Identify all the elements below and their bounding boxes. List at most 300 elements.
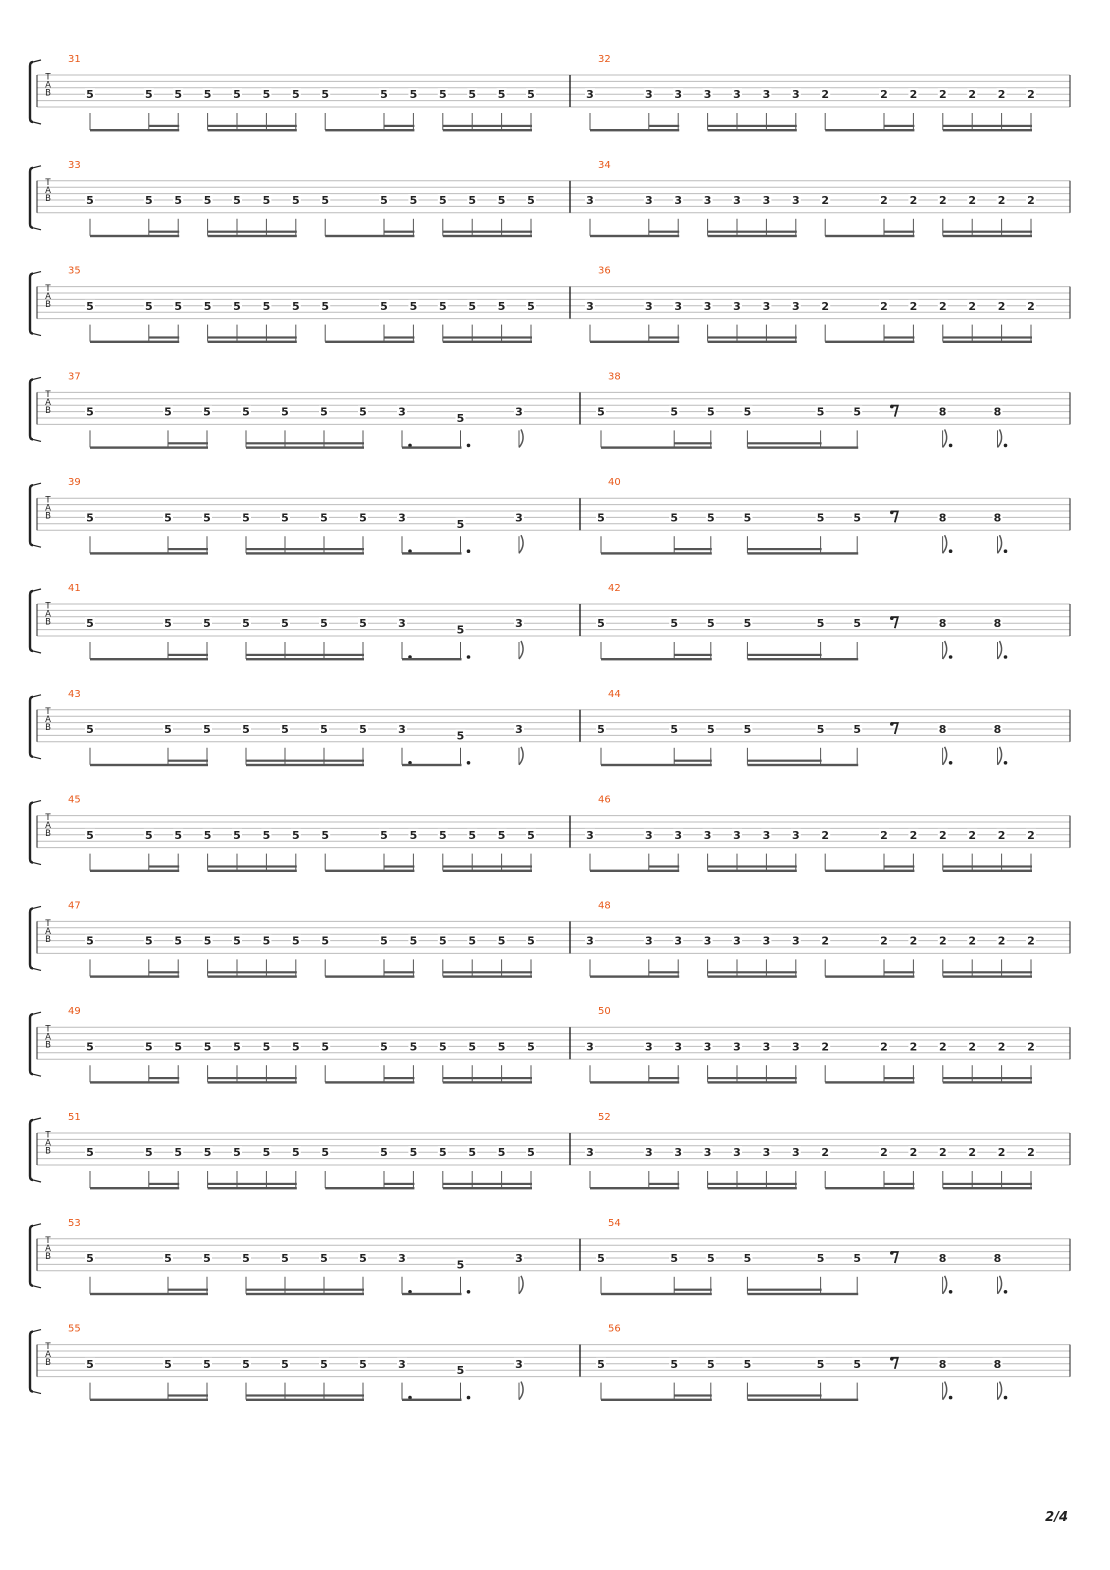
secondary-beam <box>884 1183 914 1185</box>
fret-number: 3 <box>674 194 683 207</box>
bracket-hook <box>33 228 41 230</box>
tab-clef-letter: A <box>45 1350 51 1360</box>
fret-number: 5 <box>409 194 418 207</box>
measure <box>68 160 536 237</box>
note-flag <box>998 1276 1002 1294</box>
tab-clef-letter: T <box>45 1342 51 1352</box>
fret-number: 5 <box>320 1252 328 1265</box>
fret-number: 5 <box>144 828 153 842</box>
secondary-beam <box>708 1077 797 1079</box>
tab-clef-letter: T <box>45 707 51 718</box>
secondary-beam <box>884 1077 914 1079</box>
fret-number: 5 <box>233 194 241 207</box>
beam <box>590 1187 679 1189</box>
bracket-hook <box>33 122 41 124</box>
tab-clef-letter: T <box>45 72 51 83</box>
secondary-beam <box>208 971 297 973</box>
fret-number: 5 <box>320 405 328 419</box>
fret-number: 3 <box>515 617 523 631</box>
fret-number: 5 <box>144 934 153 948</box>
fret-number: 5 <box>438 194 447 207</box>
bracket-hook <box>33 60 41 62</box>
secondary-beam <box>674 760 712 762</box>
beam <box>943 870 1032 872</box>
secondary-beam <box>168 1289 208 1291</box>
note-flag <box>943 1276 947 1294</box>
fret-number: 3 <box>762 934 771 948</box>
measure-number: 39 <box>68 477 81 489</box>
secondary-beam <box>884 125 914 127</box>
beam <box>325 870 414 872</box>
rest-dot <box>890 722 894 726</box>
fret-number: 5 <box>281 511 289 525</box>
bracket-hook <box>33 695 41 697</box>
secondary-beam <box>208 865 297 867</box>
measure <box>68 583 524 660</box>
fret-number: 8 <box>993 511 1002 525</box>
fret-number: 3 <box>586 934 594 948</box>
beam <box>90 1399 208 1401</box>
beam <box>443 975 532 977</box>
fret-number: 2 <box>968 828 977 842</box>
beam <box>747 1399 858 1401</box>
beam <box>443 1187 532 1189</box>
fret-number: 5 <box>203 405 211 419</box>
fret-number: 5 <box>527 299 535 313</box>
fret-number: 3 <box>791 299 800 313</box>
fret-number: 5 <box>86 828 94 842</box>
fret-number: 3 <box>674 828 683 842</box>
fret-number: 5 <box>203 88 212 102</box>
measure-number: 46 <box>598 794 611 806</box>
tab-system <box>30 689 1070 766</box>
measure-number: 31 <box>68 54 81 65</box>
secondary-beam <box>168 654 208 656</box>
fret-number: 5 <box>281 405 289 419</box>
fret-number: 3 <box>733 299 741 313</box>
secondary-beam <box>149 865 179 867</box>
rhythm-dot <box>467 1290 471 1294</box>
fret-number: 5 <box>706 723 715 736</box>
fret-number: 5 <box>497 88 506 102</box>
beam <box>325 1187 414 1189</box>
fret-number: 2 <box>938 1040 947 1054</box>
rhythm-dot <box>467 444 471 448</box>
beam <box>90 129 179 131</box>
tab-clef-letter: T <box>45 1024 51 1035</box>
system-bracket <box>30 908 33 968</box>
tab-clef-letter: B <box>45 1358 51 1368</box>
beam <box>708 975 797 977</box>
note-flag <box>519 747 523 765</box>
secondary-beam <box>384 125 414 127</box>
fret-number: 3 <box>703 1040 712 1054</box>
beam <box>747 1293 858 1295</box>
secondary-beam <box>747 1394 821 1396</box>
fret-number: 5 <box>174 1040 183 1054</box>
bracket-hook <box>33 968 41 970</box>
fret-number: 5 <box>380 1146 388 1160</box>
fret-number: 5 <box>743 617 752 631</box>
note-flag <box>943 1382 947 1400</box>
fret-number: 3 <box>762 194 771 207</box>
rhythm-dot <box>467 761 471 765</box>
bracket-hook <box>33 545 41 547</box>
fret-number: 2 <box>997 1146 1006 1160</box>
fret-number: 5 <box>203 1040 212 1054</box>
page-number: 2/4 <box>1045 1510 1068 1525</box>
note-flag <box>943 641 947 659</box>
tab-system <box>30 1324 1070 1401</box>
tab-clef-letter: T <box>45 1130 51 1141</box>
fret-number: 3 <box>733 194 741 207</box>
fret-number: 5 <box>233 299 241 313</box>
note-flag <box>519 1382 523 1400</box>
fret-number: 5 <box>86 723 94 736</box>
fret-number: 5 <box>320 1357 328 1371</box>
system-bracket <box>30 591 33 651</box>
fret-number: 3 <box>674 1146 683 1160</box>
fret-number: 5 <box>597 1357 605 1371</box>
fret-number: 5 <box>816 405 825 419</box>
fret-number: 2 <box>1027 88 1035 102</box>
fret-number: 5 <box>203 617 211 631</box>
secondary-beam <box>384 971 414 973</box>
fret-number: 5 <box>380 1040 388 1054</box>
fret-number: 5 <box>359 617 367 631</box>
measure-number: 53 <box>68 1217 81 1229</box>
rest-dot <box>890 1357 894 1361</box>
fret-number: 5 <box>409 828 418 842</box>
fret-number: 5 <box>380 194 388 207</box>
measure-number: 37 <box>68 371 81 383</box>
fret-number: 5 <box>203 723 211 736</box>
fret-number: 5 <box>321 194 330 207</box>
beam <box>246 1293 364 1295</box>
beam <box>325 235 414 237</box>
bracket-hook <box>33 906 41 908</box>
secondary-beam <box>884 336 914 338</box>
secondary-beam <box>943 1183 1032 1185</box>
fret-number: 5 <box>320 511 328 525</box>
measure <box>68 900 536 977</box>
beam <box>402 446 462 448</box>
tab-clef-letter: A <box>45 715 51 726</box>
fret-number: 3 <box>586 828 594 842</box>
fret-number: 3 <box>644 828 653 842</box>
fret-number: 5 <box>497 1146 506 1160</box>
secondary-beam <box>443 231 532 233</box>
bracket-hook <box>33 801 41 803</box>
fret-number: 2 <box>880 299 888 313</box>
fret-number: 5 <box>743 1357 752 1371</box>
fret-number: 3 <box>674 299 683 313</box>
fret-number: 3 <box>644 934 653 948</box>
fret-number: 5 <box>468 299 477 313</box>
tab-clef-letter: A <box>45 609 51 620</box>
fret-number: 2 <box>909 1146 918 1160</box>
beam <box>825 975 914 977</box>
fret-number: 3 <box>703 934 712 948</box>
tab-system <box>30 54 1070 131</box>
fret-number: 5 <box>291 828 300 842</box>
tab-clef-letter: B <box>45 1252 51 1263</box>
fret-number: 5 <box>816 723 825 736</box>
tab-system <box>30 795 1070 872</box>
fret-number: 5 <box>743 511 752 525</box>
fret-number: 5 <box>203 299 212 313</box>
fret-number: 8 <box>938 405 947 419</box>
fret-number: 8 <box>993 1357 1002 1371</box>
system-bracket <box>30 168 33 228</box>
note-flag <box>519 429 523 447</box>
secondary-beam <box>246 654 364 656</box>
secondary-beam <box>884 231 914 233</box>
fret-number: 2 <box>968 299 977 313</box>
measure <box>68 1112 536 1189</box>
fret-number: 5 <box>242 405 250 419</box>
measure <box>68 371 524 448</box>
tab-clef-letter: B <box>45 1146 51 1157</box>
fret-number: 3 <box>791 1146 800 1160</box>
tab-system <box>30 371 1070 448</box>
fret-number: 5 <box>706 1252 715 1265</box>
fret-number: 2 <box>821 194 830 207</box>
fret-number: 5 <box>380 88 388 102</box>
fret-number: 5 <box>438 934 447 948</box>
fret-number: 5 <box>174 1146 183 1160</box>
fret-number: 5 <box>743 1252 752 1265</box>
beam <box>402 1293 462 1295</box>
secondary-beam <box>208 1077 297 1079</box>
secondary-beam <box>208 125 297 127</box>
fret-number: 2 <box>938 934 947 948</box>
beam <box>208 129 297 131</box>
fret-number: 5 <box>468 934 477 948</box>
beam <box>325 975 414 977</box>
rhythm-dot <box>949 1396 953 1400</box>
fret-number: 5 <box>86 1357 94 1371</box>
fret-number: 5 <box>359 723 367 736</box>
fret-number: 5 <box>291 934 300 948</box>
secondary-beam <box>168 548 208 550</box>
fret-number: 5 <box>281 723 289 736</box>
secondary-beam <box>168 760 208 762</box>
fret-number: 5 <box>527 88 535 102</box>
fret-number: 8 <box>938 1252 947 1265</box>
fret-number: 3 <box>733 88 741 102</box>
fret-number: 5 <box>468 88 477 102</box>
measure <box>570 266 1036 343</box>
tab-system <box>30 1112 1070 1189</box>
fret-number: 5 <box>468 1146 477 1160</box>
measure <box>580 371 1007 448</box>
bracket-hook <box>33 589 41 591</box>
fret-number: 3 <box>644 88 653 102</box>
beam <box>708 129 797 131</box>
beam <box>601 446 712 448</box>
rhythm-dot <box>949 549 953 553</box>
fret-number: 3 <box>762 88 771 102</box>
beam <box>402 552 462 554</box>
fret-number: 2 <box>821 1146 830 1160</box>
fret-number: 3 <box>398 1252 406 1265</box>
secondary-beam <box>208 1183 297 1185</box>
bracket-hook <box>33 1074 41 1076</box>
beam <box>825 1081 914 1083</box>
measure-number: 44 <box>608 688 621 700</box>
secondary-beam <box>674 654 712 656</box>
fret-number: 5 <box>456 412 465 425</box>
fret-number: 2 <box>821 1040 830 1054</box>
beam <box>402 658 462 660</box>
beam <box>825 129 914 131</box>
tab-clef-letter: A <box>45 1138 51 1149</box>
measure-number: 41 <box>68 583 81 594</box>
fret-number: 3 <box>398 617 406 631</box>
fret-number: 5 <box>233 88 241 102</box>
secondary-beam <box>384 336 414 338</box>
tab-clef-letter: T <box>45 495 51 506</box>
measure-number: 36 <box>598 265 611 277</box>
secondary-beam <box>708 971 797 973</box>
secondary-beam <box>747 548 821 550</box>
fret-number: 5 <box>853 511 862 525</box>
fret-number: 5 <box>597 723 605 736</box>
beam <box>402 1399 462 1401</box>
measure-number: 50 <box>598 1006 611 1018</box>
note-flag <box>943 535 947 553</box>
beam <box>90 341 179 343</box>
fret-number: 5 <box>468 1040 477 1054</box>
measure <box>68 1218 524 1295</box>
beam <box>708 341 797 343</box>
fret-number: 5 <box>497 934 506 948</box>
fret-number: 5 <box>262 934 271 948</box>
fret-number: 5 <box>456 729 465 743</box>
tab-clef-letter: A <box>45 292 51 302</box>
secondary-beam <box>246 548 364 550</box>
fret-number: 5 <box>409 1146 418 1160</box>
fret-number: 5 <box>706 511 715 525</box>
beam <box>943 1187 1032 1189</box>
fret-number: 2 <box>909 934 918 948</box>
measure-number: 42 <box>608 583 621 594</box>
note-flag <box>998 747 1002 765</box>
fret-number: 5 <box>144 1040 153 1054</box>
fret-number: 5 <box>380 828 388 842</box>
fret-number: 3 <box>398 723 406 736</box>
fret-number: 5 <box>262 828 271 842</box>
fret-number: 8 <box>993 617 1002 631</box>
fret-number: 3 <box>674 934 683 948</box>
measure <box>68 689 524 766</box>
fret-number: 8 <box>993 1252 1002 1265</box>
fret-number: 5 <box>409 88 418 102</box>
fret-number: 3 <box>733 1146 741 1160</box>
fret-number: 3 <box>515 511 523 525</box>
fret-number: 2 <box>1027 299 1035 313</box>
beam <box>90 552 208 554</box>
beam <box>747 446 858 448</box>
secondary-beam <box>708 125 797 127</box>
fret-number: 5 <box>174 828 183 842</box>
tab-clef-letter: A <box>45 1244 51 1255</box>
fret-number: 3 <box>586 194 594 207</box>
fret-number: 3 <box>791 828 800 842</box>
fret-number: 5 <box>670 723 679 736</box>
fret-number: 5 <box>164 1357 172 1371</box>
fret-number: 5 <box>527 194 535 207</box>
tab-clef-letter: T <box>45 284 51 294</box>
secondary-beam <box>649 865 679 867</box>
fret-number: 5 <box>670 1357 679 1371</box>
beam <box>601 1399 712 1401</box>
fret-number: 2 <box>938 299 947 313</box>
measure-number: 56 <box>608 1323 621 1335</box>
secondary-beam <box>246 760 364 762</box>
fret-number: 5 <box>203 194 212 207</box>
beam <box>590 341 679 343</box>
measure <box>580 583 1007 660</box>
measure <box>570 1112 1036 1189</box>
fret-number: 5 <box>291 194 300 207</box>
secondary-beam <box>674 1394 712 1396</box>
tab-clef-letter: B <box>45 194 51 205</box>
fret-number: 5 <box>438 88 447 102</box>
fret-number: 5 <box>816 1252 825 1265</box>
secondary-beam <box>943 971 1032 973</box>
tab-system <box>30 266 1070 343</box>
measure <box>570 1006 1036 1083</box>
fret-number: 5 <box>144 1146 153 1160</box>
secondary-beam <box>649 1183 679 1185</box>
beam <box>90 1293 208 1295</box>
note-flag <box>998 535 1002 553</box>
bracket-hook <box>33 1012 41 1014</box>
fret-number: 8 <box>993 723 1002 736</box>
beam <box>825 1187 914 1189</box>
fret-number: 5 <box>262 88 271 102</box>
fret-number: 5 <box>203 1146 212 1160</box>
secondary-beam <box>384 1183 414 1185</box>
bracket-hook <box>33 1180 41 1182</box>
beam <box>208 341 297 343</box>
bracket-hook <box>33 1118 41 1120</box>
fret-number: 2 <box>938 88 947 102</box>
system-bracket <box>30 1014 33 1074</box>
fret-number: 5 <box>853 723 862 736</box>
fret-number: 5 <box>527 1040 535 1054</box>
fret-number: 5 <box>233 1040 241 1054</box>
fret-number: 3 <box>515 405 523 419</box>
measure-number: 40 <box>608 477 621 489</box>
fret-number: 3 <box>644 299 653 313</box>
fret-number: 2 <box>1027 1040 1035 1054</box>
fret-number: 5 <box>438 828 447 842</box>
secondary-beam <box>384 1077 414 1079</box>
beam <box>443 341 532 343</box>
fret-number: 5 <box>281 1357 289 1371</box>
beam <box>246 1399 364 1401</box>
note-flag <box>943 747 947 765</box>
secondary-beam <box>649 125 679 127</box>
measure-number: 43 <box>68 688 81 700</box>
fret-number: 5 <box>86 617 94 631</box>
fret-number: 5 <box>242 1357 250 1371</box>
measure <box>68 1324 524 1401</box>
fret-number: 5 <box>86 934 94 948</box>
